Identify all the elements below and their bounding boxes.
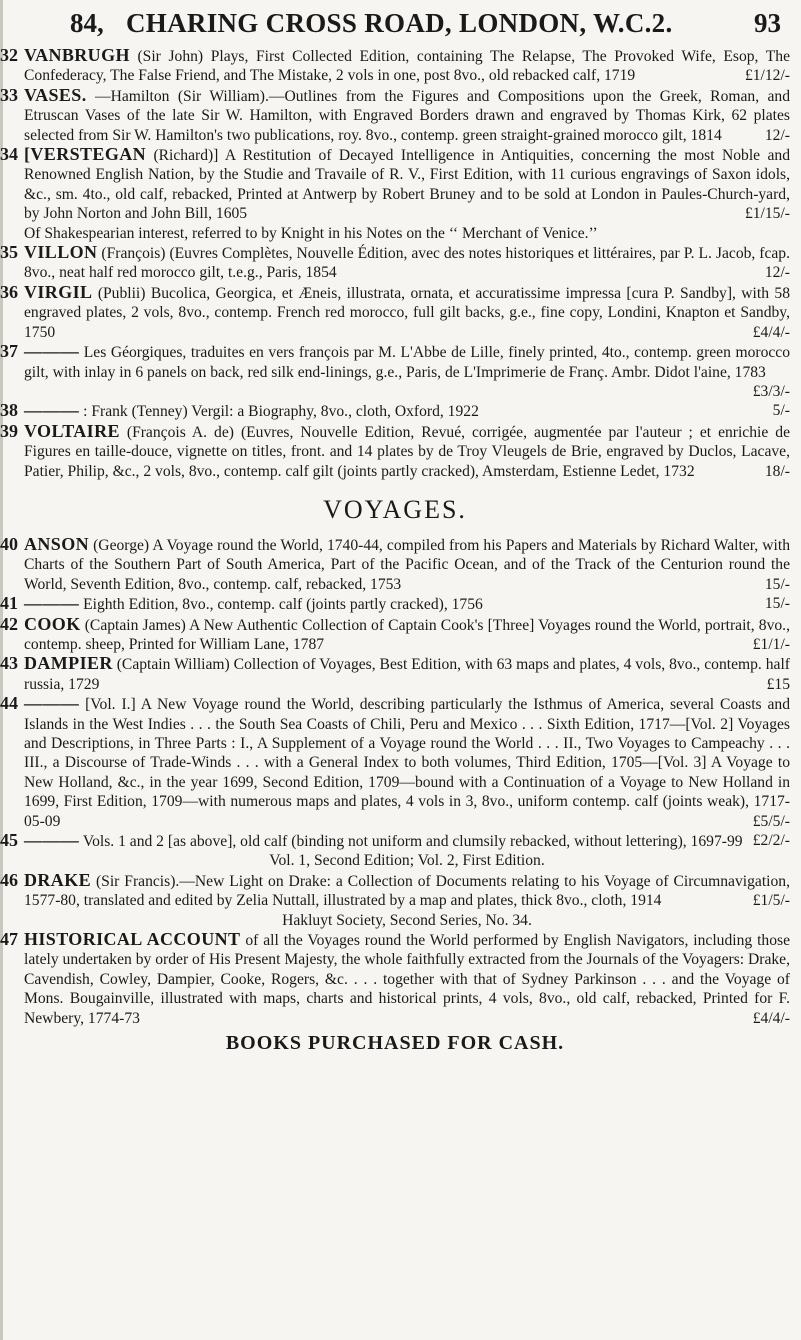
page-header xyxy=(70,8,791,42)
entry-heading: ——— xyxy=(24,593,80,614)
entry-description: —Hamilton (Sir William).—Outlines from the Figures and Compositions upon the Greek, Roman, and Etruscan Vases of the late Sir W. Hamilton, with Engraved Borders drawn and engraved by Thomas Kirk, 62 plates selected from Sir W. Hamilton's two publications, roy. 8vo., contemp. green straight-grained morocco gilt, 1814 xyxy=(24,87,790,144)
entry-description: (George) A Voyage round the World, 1740-44, compiled from his Papers and Materials by Richard Walter, with Charts of the Southern Part of South America, Part of the Pacific Ocean, and of the Track of the Centurion round the World, Seventh Edition, 8vo., contemp. calf, rebacked, 1753 xyxy=(24,536,790,593)
entry-heading: COOK xyxy=(24,613,81,634)
entry-price: 18/- xyxy=(764,462,790,480)
entry-heading: ——— xyxy=(24,830,80,851)
entry-price: 5/- xyxy=(772,402,790,420)
entry-description: (Sir Francis).—New Light on Drake: a Collection of Documents relating to his Voyage of Circumnavigation, 1577-80, translated and edited by Zelia Nuttall, illustrated by a map and plates, thick 8vo., cloth, 1914 xyxy=(24,872,790,910)
entry-description: : Frank (Tenney) Vergil: a Biography, 8vo., cloth, Oxford, 1922 xyxy=(83,403,479,421)
catalogue-entry xyxy=(0,871,790,930)
entry-subnote: Vol. 1, Second Edition; Vol. 2, First Edition. xyxy=(269,852,545,870)
catalogue-entry xyxy=(0,594,790,614)
catalogue-entry xyxy=(0,86,790,145)
entry-heading: ——— xyxy=(24,341,80,362)
catalogue-entry xyxy=(0,422,790,481)
entry-description: (Richard)] A Restitution of Decayed Intelligence in Antiquities, concerning the most Noble and Renowned English Nation, by the Studie and Travaile of R. V., First Edition, with 11 curious engravings of Saxon idols, &c., sm. 4to., old calf, rebacked, Printed at Antwerp by Robert Bruney and to be sold at London in Paules-Church-yard, by John Norton and John Bill, 1605 xyxy=(24,147,790,223)
catalogue-entry xyxy=(0,46,790,86)
entry-price: 12/- xyxy=(764,126,790,144)
catalogue-entry xyxy=(0,615,790,655)
entry-number: 46 xyxy=(0,869,18,890)
entry-number: 34 xyxy=(0,144,18,165)
entry-number: 47 xyxy=(0,929,18,950)
entry-price: £1/5/- xyxy=(752,892,790,910)
entry-description: Vols. 1 and 2 [as above], old calf (binding not uniform and clumsily rebacked, without lettering), 1697-99 xyxy=(82,833,743,851)
catalogue-entry xyxy=(0,694,790,831)
catalogue-entry xyxy=(0,401,790,421)
entry-heading: DRAKE xyxy=(24,869,92,890)
entry-heading: VASES. xyxy=(24,84,87,105)
entry-heading: ——— xyxy=(24,400,80,421)
entry-price: £5/5/- xyxy=(752,812,790,830)
entry-heading: VILLON xyxy=(24,242,98,263)
entry-description: Les Géorgiques, traduites en vers françois par M. L'Abbe de Lille, finely printed, 4to., contemp. green morocco gilt, with inlay in 6 panels on back, red silk end-linings, g.e., Paris, de L'Imprimerie de Franç. Ambr. Didot l'aine, 1783 xyxy=(24,344,791,381)
entry-heading: ANSON xyxy=(24,533,90,554)
entries-top xyxy=(0,46,790,481)
entry-description: (Captain William) Collection of Voyages, Best Edition, with 63 maps and plates, 4 vols, 8vo., contemp. half russia, 1729 xyxy=(24,656,790,693)
entry-number: 42 xyxy=(0,613,18,634)
entry-price: 15/- xyxy=(764,595,790,613)
entry-price: £2/2/- xyxy=(752,832,790,850)
entry-number: 38 xyxy=(0,400,18,421)
entry-price: £1/15/- xyxy=(744,205,790,223)
catalogue-entry xyxy=(0,283,790,342)
entry-heading: VOLTAIRE xyxy=(24,420,120,441)
entry-price: £15 xyxy=(766,675,790,693)
catalogue-entry xyxy=(0,654,790,694)
entry-price: £3/3/- xyxy=(752,382,790,400)
entry-number: 33 xyxy=(0,84,18,105)
entry-note: Of Shakespearian interest, referred to by Knight in his Notes on the ‘‘ Merchant of Venice.’’ xyxy=(24,224,598,242)
catalogue-entry xyxy=(0,145,790,243)
entry-number: 32 xyxy=(0,45,18,65)
entry-description: Eighth Edition, 8vo., contemp. calf (joints partly cracked), 1756 xyxy=(83,596,483,614)
catalogue-entry xyxy=(0,831,790,871)
page-number-left: 84, xyxy=(70,8,104,38)
entry-description: [Vol. I.] A New Voyage round the World, describing particularly the Isthmus of America, several Coasts and Islands in the West Indies . . . the South Sea Coasts of Chili, Peru and Mexico . . . Sixth Edition, 1717—[Vol. 2] Voyages and Descriptions, in Three Parts : I., A Supplement of a Voyage round the World . . . II., Two Voyages to Campeachy . . . III., a Discourse of Trade-Winds . . . with a General Index to both volumes, Third Edition, 1705—[Vol. 3] A Voyage to New Holland, &c., in the year 1699, Second Edition, 1709—bound with a Continuation of a Voyage to New Holland in 1699, First Edition, 1709—with numerous maps and plates, 4 vols in 3, 8vo., uniform contemp. calf (joints weak), 1717-05-09 xyxy=(24,696,790,830)
entry-number: 40 xyxy=(0,533,18,554)
entry-price: 12/- xyxy=(764,264,790,282)
entry-number: 44 xyxy=(0,693,18,714)
entry-heading: HISTORICAL ACCOUNT xyxy=(24,929,241,950)
entry-subnote: Hakluyt Society, Second Series, No. 34. xyxy=(282,911,532,929)
page-number-right: 93 xyxy=(754,8,781,38)
section-title: VOYAGES. xyxy=(323,494,467,524)
entry-price: £4/4/- xyxy=(752,323,790,341)
entry-number: 37 xyxy=(0,341,18,362)
catalogue-entry xyxy=(0,930,790,1028)
entry-price: £1/12/- xyxy=(744,67,790,85)
entry-number: 41 xyxy=(0,593,18,614)
entry-description: (Publii) Bucolica, Georgica, et Æneis, illustrata, ornata, et accuratissime impressa [cura P. Sandby], with 58 engraved plates, 2 vols, 8vo., contemp. French red morocco, full gilt backs, g.e., fine copy, Londini, Knapton et Sandby, 1750 xyxy=(24,284,790,341)
entry-description: (Captain James) A New Authentic Collection of Captain Cook's [Three] Voyages round the World, portrait, 8vo., contemp. sheep, Printed for William Lane, 1787 xyxy=(24,616,790,653)
catalogue-entry xyxy=(0,535,790,594)
entry-heading: ——— xyxy=(24,693,80,714)
entry-price: 15/- xyxy=(764,575,790,593)
entry-heading: VIRGIL xyxy=(24,281,93,302)
entry-description: (François A. de) (Euvres, Nouvelle Edition, Revué, corrigée, augmentée par l'auteur ; et enrichie de Figures en taille-douce, vignette on titles, front. and 14 plates by de Troy Vleugels de Brie, engraved by Duclos, Lacave, Patier, Philip, &c., 2 vols, 8vo., contemp. calf gilt (joints partly cracked), Amsterdam, Estienne Ledet, 1732 xyxy=(24,423,790,480)
entry-heading: [VERSTEGAN xyxy=(24,144,147,165)
entry-number: 45 xyxy=(0,830,18,851)
entry-number: 35 xyxy=(0,242,18,263)
catalogue-entry xyxy=(0,342,790,401)
catalogue-content xyxy=(0,46,790,1055)
entry-heading: DAMPIER xyxy=(24,653,113,674)
entries-bottom xyxy=(0,535,790,1028)
entry-description: (François) (Euvres Complètes, Nouvelle Édition, avec des notes historiques et littéraires, par P. L. Jacob, fcap. 8vo., neat half red morocco gilt, t.e.g., Paris, 1854 xyxy=(24,245,790,282)
catalogue-entry xyxy=(0,243,790,283)
entry-description: of all the Voyages round the World performed by English Navigators, including those lately undertaken by order of His Present Majesty, the whole faithfully extracted from the Journals of the Voyagers: Drake, Cavendish, Cowley, Dampier, Cooke, Rogers, &c. . . . together with that of Sydney Parkinson . . . and the Voyage of Mons. Bougainville, illustrated with maps, charts and historical prints, 4 vols, 8vo., old calf, rebacked, Printed for F. Newbery, 1774-73 xyxy=(24,932,790,1027)
entry-number: 39 xyxy=(0,420,18,441)
entry-number: 43 xyxy=(0,653,18,674)
running-title: CHARING CROSS ROAD, LONDON, W.C.2. xyxy=(126,8,673,38)
entry-heading: VANBRUGH xyxy=(24,45,130,65)
entry-price: £4/4/- xyxy=(752,1009,790,1027)
entry-price: £1/1/- xyxy=(752,635,790,653)
entry-number: 36 xyxy=(0,281,18,302)
entry-description: (Sir John) Plays, First Collected Edition, containing The Relapse, The Provoked Wife, Esop, The Confederacy, The False Friend, and The Mistake, 2 vols in one, post 8vo., old rebacked calf, 1719 xyxy=(24,48,790,85)
footer-notice: BOOKS PURCHASED FOR CASH. xyxy=(225,1032,565,1055)
